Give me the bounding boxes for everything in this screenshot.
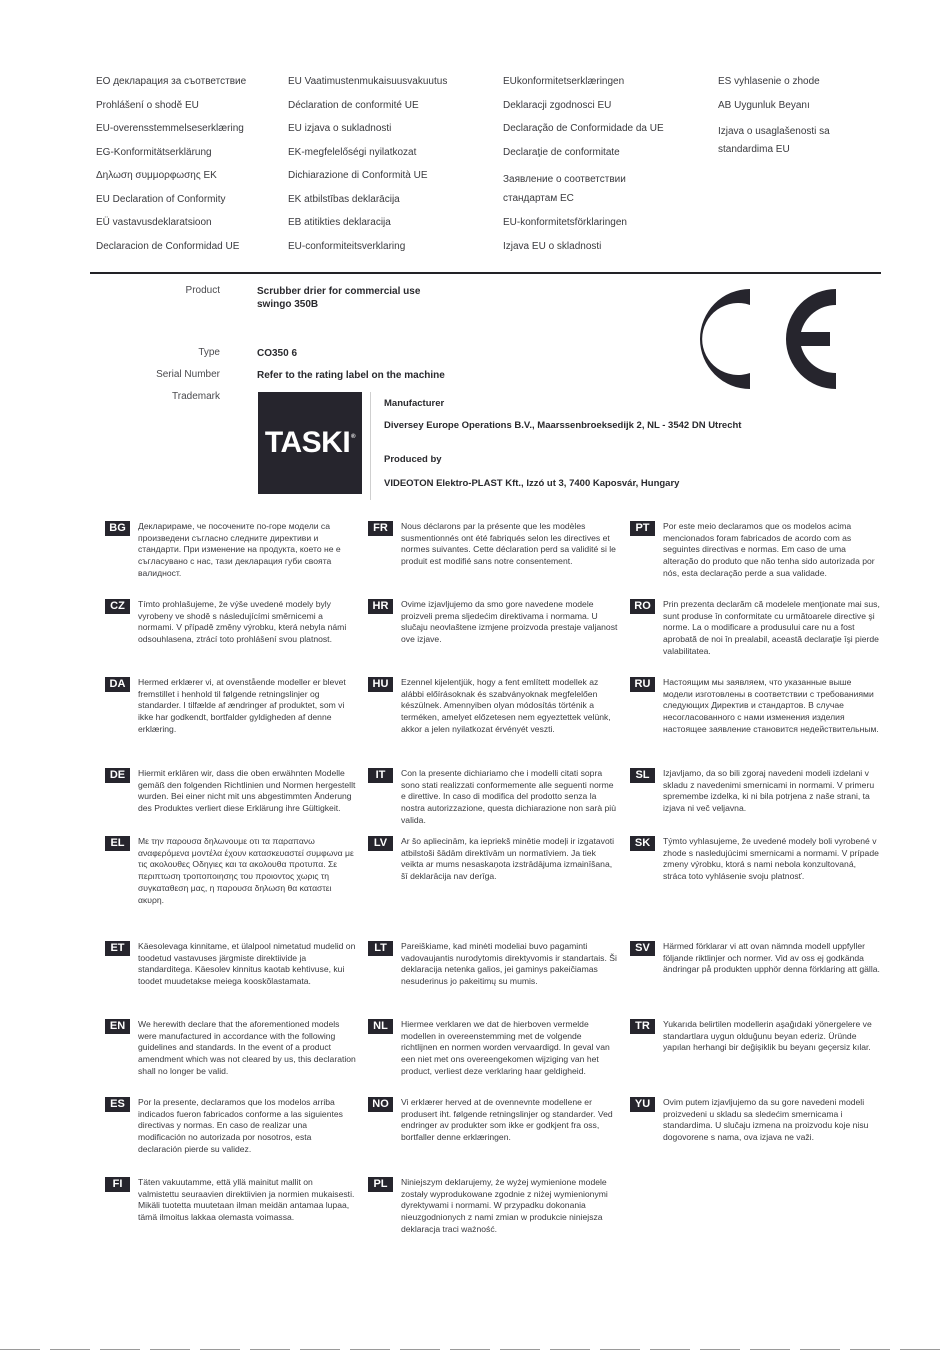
declaration-text: Ovime izjavljujemo da smo gore navedene modele proizveli prema sljedećim direktivama i normama. U slučaju neovlaštene izmjene proizvoda prestaje valjanost ove izjave. [401,599,618,645]
language-badge: NO [368,1097,393,1112]
language-badge: BG [105,521,130,536]
title-fr: Déclaration de conformité UE [288,99,419,111]
declaration-text: Ovim putem izjavljujemo da su gore navedeni modeli proizvedeni u skladu sa sledećim smernicama i standardima. U slučaju izmena na proizvodu koje nisu dogovorene s nama, ova izjava ne važi. [663,1097,869,1143]
title-no: EUkonformitetserklæringen [503,76,625,87]
language-badge: PL [368,1177,393,1192]
title-sv: EU-konformitetsförklaringen [503,217,627,228]
declaration-text: Täten vakuutamme, että yllä mainitut mallit on valmistettu seuraavien direktiivien ja normien mukaisesti. Mikäli tuotetta muutetaan ilman meidän antamaa lupaa, tämä ilmoitus lakkaa olemasta voimassa. [138,1177,355,1223]
declaration-text: Izjavljamo, da so bili zgoraj navedeni modeli izdelani v skladu z navedenimi smernicami in normami. V primeru spremembe izdelka, ki ni bila potrjena z naše strani, ta izjava ni več veljavna. [663,768,875,814]
title-bg: ЕО декларация за съответствие [96,76,247,87]
ce-c-glyph [700,289,750,389]
type-value: CO350 6 [257,348,298,359]
declaration-text: Настоящим мы заявляем, что указанные выше модели изготовлены в соответствии с требованиями следующих Директив и стандартов. В случае несогласованного с нами изменения изделия настоящее заявление становится недействительным. [663,677,879,734]
declaration-text: Prin prezenta declarăm că modelele menţionate mai sus, sunt produse în conformitate cu următoarele directive şi norme. La o modificare a produsului care nu a fost aprobată de noi în prealabil, această declaraţie îşi pierde valabilitatea. [663,599,880,656]
language-badge: EL [105,836,130,851]
language-badge: SL [630,768,655,783]
ce-e-glyph [786,289,836,389]
language-badge: YU [630,1097,655,1112]
language-badge: PT [630,521,655,536]
declaration-text: Με την παρουσα δηλωνουμε οτι τα παραπανω αναφερόμενα μοντέλα έχουν κατασκευαστεί συμφωνα με τις ακολουθες Οδηγιες και τα ακολουθα προτυπα. Σε περιπτωση τροποποιησης του προιοντος χωρις τη συγκαταθεση μας, η παρουσα δηλωση θα καταστει ακυρη. [138,836,354,905]
trademark-label: Trademark [172,391,220,402]
declaration-text: Yukarıda belirtilen modellerin aşağıdaki yönergelere ve standartlara uygun olduğunu beyan ederiz. Üründe yapılan herhangi bir değişiklik bu beyanı geçersiz kılar. [663,1019,872,1053]
declaration-text: Tímto prohlašujeme, že výše uvedené modely byly vyrobeny ve shodě s následujícími směrnicemi a normami. V případě změny výrobku, která nebyla námi odsouhlasena, ztrácí toto prohlášení svou platnost. [138,599,347,645]
title-es: Declaracion de Conformidad UE [96,240,240,252]
declaration-text: Niniejszym deklarujemy, że wyżej wymienione modele zostały wyprodukowane zgodnie z niżej wymienionymi dyrektywami i normami. W przypadku dokonania nieuzgodnionych z nami zmian w produkcie niniejsza deklaracja traci ważność. [401,1177,608,1234]
language-badge: FR [368,521,393,536]
title-sk: ES vyhlasenie o zhode [718,76,820,87]
declaration-text: Hiermee verklaren we dat de hierboven vermelde modellen in overeenstemming met de volgende richtlijnen en normen worden vervaardigd. In geval van een niet met ons overeengekomen wijziging van het product, verliest deze verklaring haar geldigheid. [401,1019,610,1076]
titles-column-4 [718,76,858,159]
title-lv: EK atbilstības deklarācija [288,193,400,205]
language-badge: IT [368,768,393,783]
language-badge: CZ [105,599,130,614]
title-sl: Izjava EU o skladnosti [503,240,602,252]
logo-divider [370,392,371,500]
logo-text: TASKI [264,426,351,459]
manufacturer-label: Manufacturer [384,398,445,409]
declaration-text: Por este meio declaramos que os modelos acima mencionados foram fabricados de acordo com as seguintes directivas e normas. Em caso de uma alteração do produto que não tenha sido autorizada por nós, esta declaração perde a sua validade. [663,521,875,578]
declaration-titles [96,76,876,266]
language-badge: RU [630,677,655,692]
titles-column-2 [288,76,498,264]
header-divider [90,272,881,274]
serial-number-label: Serial Number [156,369,220,380]
language-badge: RO [630,599,655,614]
ce-mark-icon [690,285,840,395]
declaration-text: Con la presente dichiariamo che i modelli citati sopra sono stati realizzati conformemente alle seguenti norme e direttive. In caso di modifica del prodotto senza la nostra autorizzazione, questa dichiarazione non sarà più valida. [401,768,616,825]
language-badge: EN [105,1019,130,1034]
taski-logo [258,392,362,494]
language-badge: FI [105,1177,130,1192]
language-badge: HR [368,599,393,614]
type-label: Type [198,347,220,358]
declaration-text: Pareiškiame, kad minėti modeliai buvo pagaminti vadovaujantis nurodytomis direktyvomis ir standartais. Ši deklaracija netenka galios, jei gaminys pakeičiamas nesuderinus jo pakeitimų su mumis. [401,941,617,987]
title-nl: EU-conformiteitsverklaring [288,240,406,252]
title-et: EÜ vastavusdeklaratsioon [96,217,212,228]
title-pt: Declaração de Conformidade da UE [503,123,664,134]
declaration-text: Týmto vyhlasujeme, že uvedené modely boli vyrobené v zhode s nasledujúcimi smernicami a normami. V prípade zmeny výrobku, ktorá s nami nebola konzultovaná, stráca toto vyhlásenie svoju platnosť. [663,836,879,882]
titles-column-1 [96,76,286,264]
language-badge: LV [368,836,393,851]
title-fi: EU Vaatimustenmukaisuusvakuutus [288,76,448,87]
language-badge: SV [630,941,655,956]
registered-mark: ® [351,434,356,440]
produced-by-label: Produced by [384,454,442,465]
language-badge: DA [105,677,130,692]
declaration-text: Vi erklærer herved at de ovennevnte modellene er produsert iht. følgende retningslinjer og standarder. Ved endringer av produkter som ikke er godkjent fra oss, bortfaller denne erklæringen. [401,1097,613,1143]
title-tr: AB Uygunluk Beyanı [718,99,810,111]
product-value-line2: swingo 350B [257,299,319,310]
title-cz: Prohlášení o shodě EU [96,99,199,111]
language-badge: TR [630,1019,655,1034]
title-yu: Izjava o usaglašenosti sa standardima EU [718,126,830,155]
language-badge: DE [105,768,130,783]
language-badge: SK [630,836,655,851]
title-ru: Заявление о соответствии стандартам ЕС [503,174,626,204]
declaration-text: Ezennel kijelentjük, hogy a fent említett modellek az alábbi előírásoknak és szabványoknak megfelelően készülnek. Amennyiben olyan módosítás történik a terméken, amelyet előzetesen nem egyeztettek velünk, akkor a jelen nyilatkozat érvényét veszti. [401,677,611,734]
language-badge: HU [368,677,393,692]
declaration-text: Härmed förklarar vi att ovan nämnda modell uppfyller följande riktlinjer och normer. Vid av oss ej godkända ändringar på produkten upphör denna förklaring att gälla. [663,941,880,975]
declaration-text: Ar šo apliecinām, ka iepriekš minētie modeļi ir izgatavoti atbilstoši šādām direktīvām un normatīviem. Ja tiek veikta ar mums nesaskaņota izstrādājuma izmainīšana, šī deklarācija nav derīga. [401,836,615,882]
title-it: Dichiarazione di Conformità UE [288,170,428,181]
title-de: EG-Konformitätserklärung [96,146,212,158]
title-ro: Declaraţie de conformitate [503,146,620,158]
declaration-text: Käesolevaga kinnitame, et ülalpool nimetatud mudelid on toodetud vastavuses järgmiste direktiivide ja standarditega. Käesolev kinnitus kaotab kehtivuse, kui toodet muudetakse meiega kooskõlastamata. [138,941,356,987]
titles-column-3 [503,76,703,264]
language-badge: NL [368,1019,393,1034]
page-bottom-edge [0,1349,950,1350]
title-hr: EU izjava o sukladnosti [288,123,392,134]
title-en: EU Declaration of Conformity [96,193,226,205]
language-badge: ET [105,941,130,956]
declaration-text: Декларираме, че посочените по-горе модели са произведени съгласно следните директиви и стандарти. При изменение на продукта, което не е съгласувано с нас, тази декларация губи своята валидност. [138,521,341,578]
language-badge: ES [105,1097,130,1112]
produced-by-value: VIDEOTON Elektro-PLAST Kft., Izzó ut 3, 7400 Kaposvár, Hungary [384,478,680,489]
declaration-text: Hiermit erklären wir, dass die oben erwähnten Modelle gemäß den folgenden Richtlinien und Normen hergestellt wurden. Bei einer nicht mit uns abgestimmten Änderung des Produktes verliert diese Erklärung ihre Gültigkeit. [138,768,356,814]
title-da: EU-overensstemmelseserklæring [96,123,244,134]
declaration-text: Nous déclarons par la présente que les modèles susmentionnés ont été fabriqués selon les directives et normes suivantes. Cette déclaration perd sa validité si le produit est modifié sans notre consentement. [401,521,616,567]
declaration-text: Por la presente, declaramos que los modelos arriba indicados fueron fabricados conforme a las siguientes directivas y normas. En caso de realizar una modificación no autorizada por nosotros, esta declaración pierde su validez. [138,1097,343,1154]
title-el: Δηλωση συμμορφωσης ΕΚ [96,170,217,181]
product-value-line1: Scrubber drier for commercial use [257,286,421,297]
product-label: Product [185,285,220,296]
title-pl: Deklaracji zgodnosci EU [503,99,612,111]
title-hu: EK-megfelelőségi nyilatkozat [288,146,417,158]
declaration-text: We herewith declare that the aforementioned models were manufactured in accordance with the following guidelines and standards. In the event of a product amendment which was not cleared by us, this declaration shall no longer be valid. [138,1019,356,1076]
manufacturer-value: Diversey Europe Operations B.V., Maarssenbroeksedijk 2, NL - 3542 DN Utrecht [384,420,742,431]
title-lt: EB atitikties deklaracija [288,217,391,228]
declaration-text: Hermed erklærer vi, at ovenstående modeller er blevet fremstillet i henhold til følgende retningslinjer og standarder. I tilfælde af ændringer af produktet, som vi ikke har godkendt, bortfalder gyldigheden af denne erklæring. [138,677,346,734]
language-badge: LT [368,941,393,956]
serial-number-value: Refer to the rating label on the machine [257,370,445,381]
